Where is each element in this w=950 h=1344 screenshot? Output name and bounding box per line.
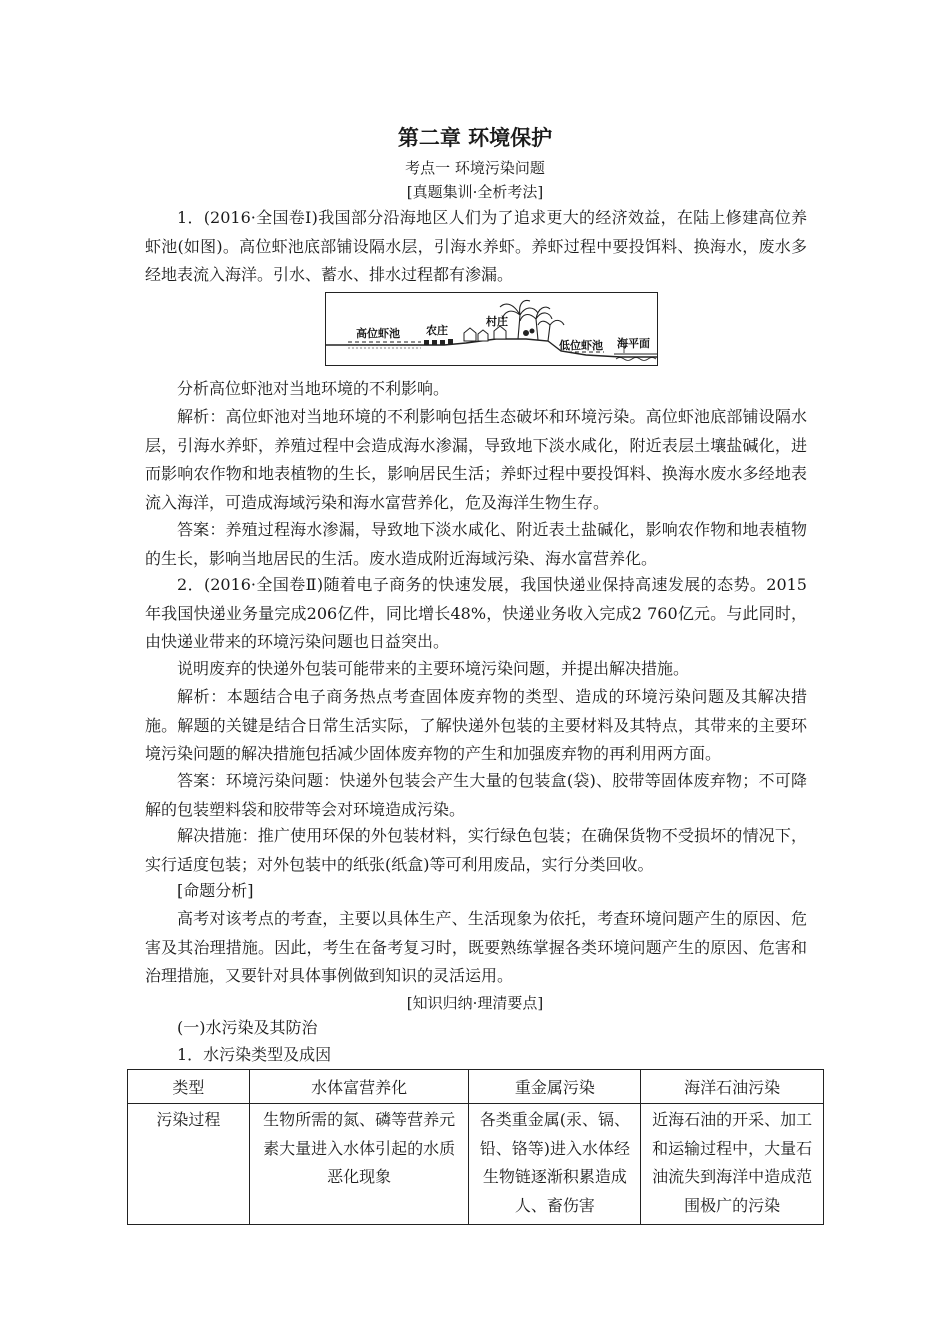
chapter-title: 第二章 环境保护 [397, 126, 553, 150]
label-farm: 农庄 [426, 324, 448, 337]
question-2-analysis: 解析：本题结合电子商务热点考查固体废弃物的类型、造成的环境污染问题及其解决措施。解题的关键是结合日常生活实际，了解快递外包装的主要材料及其特点，其带来的主要环境污染问题的解决措施包括减少固体废弃物的产生和加强废弃物的再利用两方面。 [145, 687, 807, 763]
label-village: 村庄 [486, 315, 508, 328]
table-header-cell: 海洋石油污染 [641, 1070, 824, 1104]
shrimp-pond-illustration [326, 293, 657, 365]
question-2-prompt: 说明废弃的快递外包装可能带来的主要环境污染问题，并提出解决措施。 [177, 659, 690, 678]
table-header-cell: 水体富营养化 [249, 1070, 469, 1104]
question-2-solution: 解决措施：推广使用环保的外包装材料，实行绿色包装；在确保货物不受损坏的情况下，实行适度包装；对外包装中的纸张(纸盒)等可利用废品，实行分类回收。 [145, 826, 807, 874]
table-cell: 各类重金属(汞、镉、铅、铬等)进入水体经生物链逐渐积累造成人、畜伤害 [469, 1104, 641, 1225]
label-high-pond: 高位虾池 [356, 327, 400, 340]
question-2-stem: 2．(2016·全国卷Ⅱ)随着电子商务的快速发展，我国快递业保持高速发展的态势。2015年我国快递业务量完成206亿件，同比增长48%，快递业务收入完成2 760亿元。与此同时，由快递业带来的环境污染问题也日益突出。 [145, 575, 807, 651]
label-sea-level: 海平面 [617, 337, 650, 350]
table-row-label: 污染过程 [128, 1104, 250, 1225]
pollution-types-table [127, 1069, 824, 1225]
table-header-cell: 重金属污染 [469, 1070, 641, 1104]
table-header-cell: 类型 [128, 1070, 250, 1104]
question-1-prompt: 分析高位虾池对当地环境的不利影响。 [177, 379, 450, 398]
section-title: 考点一 环境污染问题 [405, 159, 545, 177]
table-cell: 生物所需的氮、磷等营养元素大量进入水体引起的水质恶化现象 [249, 1104, 469, 1225]
knowledge-heading: [知识归纳·理清要点] [406, 994, 544, 1012]
real-question-heading: [真题集训·全析考法] [406, 183, 544, 201]
table-header-row [128, 1070, 824, 1104]
analysis-text: 高考对该考点的考查，主要以具体生产、生活现象为依托，考查环境问题产生的原因、危害及其治理措施。因此，考生在备考复习时，既要熟练掌握各类环境问题产生的原因、危害和治理措施，又要针对具体事例做到知识的灵活运用。 [145, 909, 807, 985]
question-2-answer: 答案：环境污染问题：快递外包装会产生大量的包装盒(袋)、胶带等固体废弃物；不可降解的包装塑料袋和胶带等会对环境造成污染。 [145, 771, 807, 819]
analysis-heading: [命题分析] [177, 881, 254, 900]
question-1-analysis: 解析：高位虾池对当地环境的不利影响包括生态破坏和环境污染。高位虾池底部铺设隔水层，引海水养虾，养殖过程中会造成海水渗漏，导致地下淡水咸化，附近表层土壤盐碱化，进而影响农作物和地表植物的生长，影响居民生活；养虾过程中要投饵料、换海水废水多经地表流入海洋，可造成海域污染和海水富营养化，危及海洋生物生存。 [145, 407, 807, 512]
question-1-answer: 答案：养殖过程海水渗漏，导致地下淡水咸化、附近表土盐碱化，影响农作物和地表植物的生长，影响当地居民的生活。废水造成附近海域污染、海水富营养化。 [145, 520, 807, 568]
subsection-water-pollution: (一)水污染及其防治 [177, 1018, 318, 1037]
label-low-pond: 低位虾池 [559, 339, 603, 352]
question-1-stem: 1．(2016·全国卷Ⅰ)我国部分沿海地区人们为了追求更大的经济效益，在陆上修建高位养虾池(如图)。高位虾池底部铺设隔水层，引海水养虾。养虾过程中要投饵料、换海水，废水多经地表流入海洋。引水、蓄水、排水过程都有渗漏。 [145, 208, 807, 284]
table-row [128, 1104, 824, 1225]
shrimp-pond-diagram [325, 292, 658, 366]
table-cell: 近海石油的开采、加工和运输过程中，大量石油流失到海洋中造成范围极广的污染 [641, 1104, 824, 1225]
subsubsection-pollution-types: 1．水污染类型及成因 [177, 1045, 332, 1064]
